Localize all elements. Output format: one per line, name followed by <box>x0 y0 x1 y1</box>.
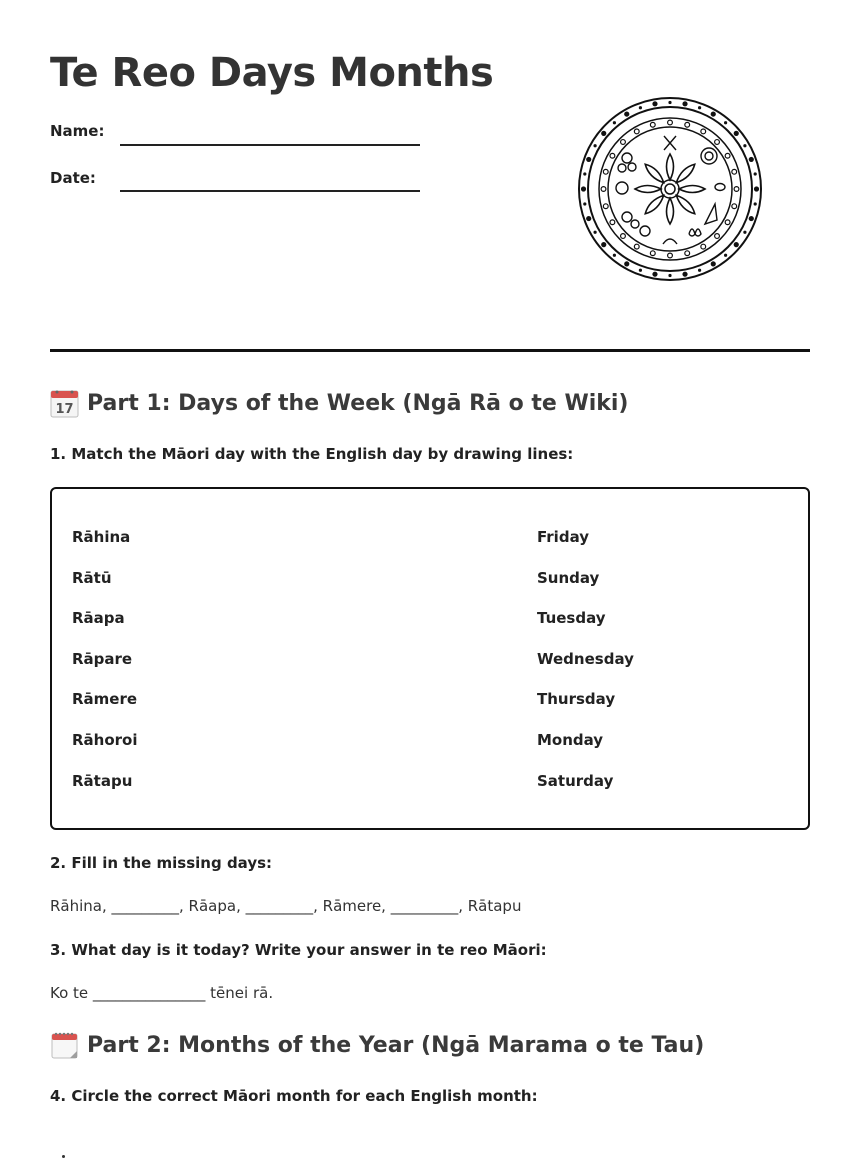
question-3: 3. What day is it today? Write your answer in te reo Māori: <box>50 941 547 959</box>
flower-petal <box>674 193 697 216</box>
inner-ring-dot <box>621 234 626 239</box>
section-divider <box>50 349 810 352</box>
inner-ring-dot <box>734 187 739 192</box>
inner-ring-dot <box>725 220 730 225</box>
matching-box <box>50 487 810 830</box>
inner-ring-dot <box>603 204 608 209</box>
maori-day-item[interactable]: Rāapa <box>72 609 125 627</box>
english-day-item[interactable]: Tuesday <box>537 609 606 627</box>
english-day-item[interactable]: Saturday <box>537 772 614 790</box>
ring-dot <box>698 106 701 109</box>
ring-dot <box>724 121 727 124</box>
inner-ring-dot <box>685 251 690 256</box>
inner-ring-dot <box>685 122 690 127</box>
english-day-item[interactable]: Wednesday <box>537 650 634 668</box>
ring-dot <box>711 261 716 266</box>
question-1: 1. Match the Māori day with the English day by drawing lines: <box>50 445 574 463</box>
maori-day-item[interactable]: Rāpare <box>72 650 133 668</box>
ring-dot <box>682 101 687 106</box>
part1-heading-text: Part 1: Days of the Week (Ngā Rā o te Wiki) <box>87 391 629 416</box>
maori-pattern-medallion-icon <box>577 96 763 282</box>
inner-ring-dot <box>610 153 615 158</box>
part1-heading <box>50 389 628 418</box>
ring-dot <box>601 131 606 136</box>
inner-ring-dot <box>715 234 720 239</box>
english-day-item[interactable]: Sunday <box>537 569 600 587</box>
ring-dot <box>749 157 754 162</box>
ring-dot <box>639 269 642 272</box>
ring-dot <box>583 172 586 175</box>
ring-dot <box>734 242 739 247</box>
ring-dot <box>624 261 629 266</box>
inner-ring-dot <box>668 253 673 258</box>
ring-dot <box>624 111 629 116</box>
ring-dot <box>743 144 746 147</box>
inner-ring-dot <box>601 187 606 192</box>
inner-ring-dot <box>668 120 673 125</box>
english-day-item[interactable]: Friday <box>537 528 590 546</box>
maori-day-item[interactable]: Rāhoroi <box>72 731 138 749</box>
ring-dot <box>583 202 586 205</box>
question-2: 2. Fill in the missing days: <box>50 854 273 872</box>
question-4: 4. Circle the correct Māori month for each English month: <box>50 1087 538 1105</box>
english-day-item[interactable]: Monday <box>537 731 604 749</box>
missing-days-sequence[interactable]: Rāhina, _________, Rāapa, _________, Rāmere, _________, Rātapu <box>50 897 522 915</box>
ring-dot <box>593 231 596 234</box>
ring-dot <box>743 231 746 234</box>
notepad-calendar-icon <box>50 1031 79 1060</box>
ring-dot <box>668 101 671 104</box>
page-title: Te Reo Days Months <box>50 50 494 96</box>
inner-ring-dot <box>634 129 639 134</box>
ring-dot <box>652 272 657 277</box>
ring-dot <box>749 216 754 221</box>
inner-ring-dot <box>732 169 737 174</box>
ring-dot <box>586 157 591 162</box>
inner-ring-dot <box>650 251 655 256</box>
flower-petal <box>679 186 705 193</box>
flower-petal <box>667 198 674 224</box>
ring-dot <box>613 121 616 124</box>
date-label: Date: <box>50 169 96 187</box>
ring-dot <box>711 111 716 116</box>
ring-dot <box>754 172 757 175</box>
part2-heading <box>50 1031 704 1060</box>
inner-ring-dot <box>725 153 730 158</box>
ring-dot <box>586 216 591 221</box>
inner-ring-dot <box>610 220 615 225</box>
english-day-item[interactable]: Thursday <box>537 690 616 708</box>
ring-dot <box>754 202 757 205</box>
ring-dot <box>734 131 739 136</box>
inner-ring-dot <box>701 244 706 249</box>
inner-ring-dot <box>701 129 706 134</box>
ring-dot <box>652 101 657 106</box>
name-label: Name: <box>50 122 105 140</box>
ring-dot <box>613 254 616 257</box>
ring-dot <box>581 186 586 191</box>
inner-ring-dot <box>732 204 737 209</box>
flower-petal <box>667 154 674 180</box>
inner-ring-dot <box>621 140 626 145</box>
ring-dot <box>754 186 759 191</box>
flower-petal <box>674 162 697 185</box>
today-sentence[interactable]: Ko te _______________ tēnei rā. <box>50 984 274 1002</box>
ring-dot <box>593 144 596 147</box>
calendar-date: 17 <box>55 402 74 417</box>
inner-ring-dot <box>715 140 720 145</box>
ring-dot <box>668 274 671 277</box>
maori-day-item[interactable]: Rātū <box>72 569 112 587</box>
ring-dot <box>724 254 727 257</box>
ring-dot <box>639 106 642 109</box>
date-line[interactable] <box>120 190 420 192</box>
flower-petal <box>643 162 666 185</box>
flower-petal <box>643 193 666 216</box>
ring-dot <box>682 272 687 277</box>
inner-ring-dot <box>634 244 639 249</box>
ring-dot <box>698 269 701 272</box>
maori-day-item[interactable]: Rātapu <box>72 772 133 790</box>
list-bullet <box>62 1155 65 1158</box>
inner-ring-dot <box>603 169 608 174</box>
calendar-17-icon <box>50 389 79 418</box>
inner-ring-dot <box>650 122 655 127</box>
maori-day-item[interactable]: Rāmere <box>72 690 138 708</box>
part2-heading-text: Part 2: Months of the Year (Ngā Marama o te Tau) <box>87 1033 705 1058</box>
ring-dot <box>601 242 606 247</box>
name-line[interactable] <box>120 144 420 146</box>
maori-day-item[interactable]: Rāhina <box>72 528 131 546</box>
flower-petal <box>635 186 661 193</box>
